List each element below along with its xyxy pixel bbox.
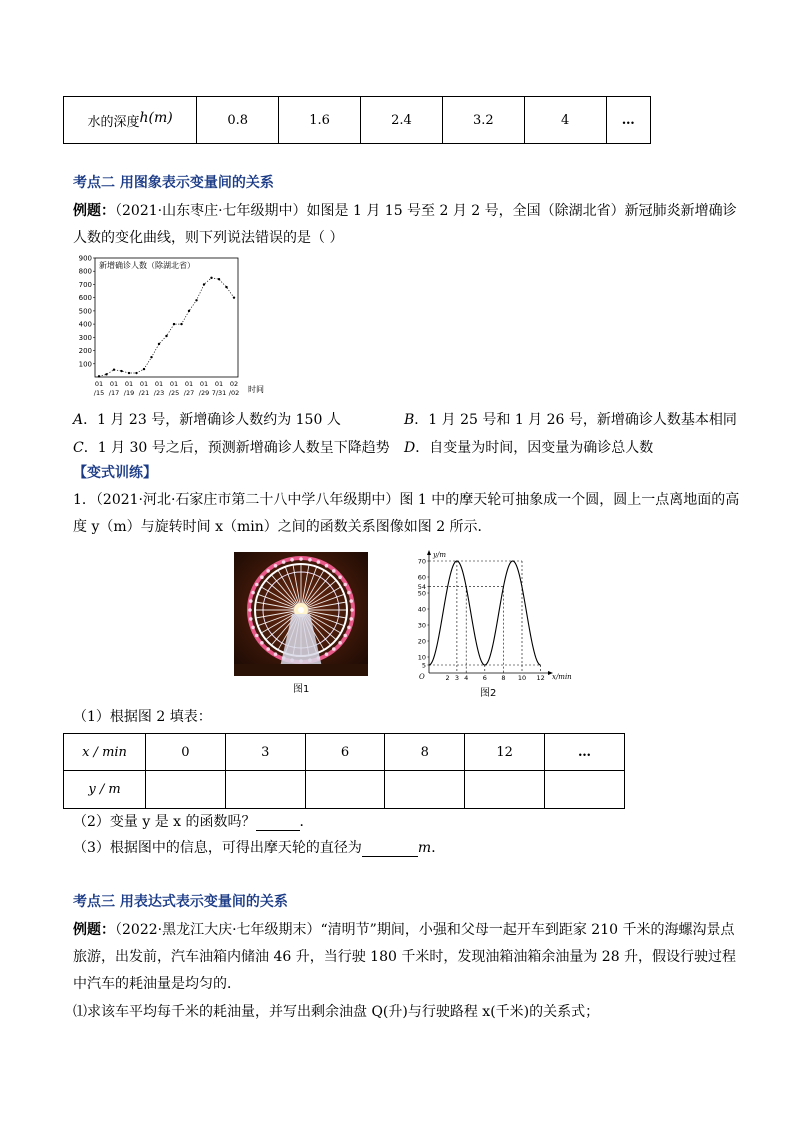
y-tick-label: 70 bbox=[417, 557, 426, 566]
answer-cell[interactable] bbox=[385, 771, 465, 809]
answer-cell[interactable] bbox=[305, 771, 385, 809]
data-point bbox=[135, 372, 137, 374]
sub-question-2 bbox=[73, 813, 314, 831]
data-point bbox=[210, 277, 212, 279]
x-tick-label: 4 bbox=[464, 674, 469, 680]
data-point bbox=[113, 369, 115, 371]
data-point bbox=[98, 375, 100, 377]
section-heading-3: 考点三 用表达式表示变量间的关系 bbox=[73, 894, 288, 910]
water-depth-label: 水的深度 bbox=[87, 115, 140, 130]
table-cell: 6 bbox=[305, 734, 385, 771]
x-tick-label: /29 bbox=[198, 389, 210, 397]
data-point bbox=[173, 323, 175, 325]
option-letter: D bbox=[404, 440, 416, 456]
y-tick-label: 900 bbox=[78, 254, 92, 263]
x-tick-label: 01 bbox=[109, 380, 119, 388]
option-b[interactable] bbox=[404, 409, 737, 429]
x-tick-label: /25 bbox=[168, 389, 180, 397]
origin-label: O bbox=[419, 673, 425, 680]
figure-2-caption: 图2 bbox=[480, 688, 497, 699]
option-a[interactable] bbox=[73, 409, 341, 429]
x-tick-label: /23 bbox=[153, 389, 165, 397]
x-tick-label: /17 bbox=[108, 389, 120, 397]
option-letter: A bbox=[73, 412, 84, 428]
option-text: ．1 月 23 号，新增确诊人数约为 150 人 bbox=[83, 412, 341, 428]
example-paragraph-line bbox=[73, 202, 737, 220]
data-point bbox=[150, 356, 152, 358]
table-header-cell: x / min bbox=[64, 734, 146, 771]
fill-in-table bbox=[63, 733, 625, 809]
option-letter: B bbox=[404, 412, 415, 428]
sub-question-1: ⑴求该车平均每千米的耗油量，并写出剩余油盘 Q(升)与行驶路程 x(千米)的关系式； bbox=[73, 1004, 600, 1020]
x-tick-label: 01 bbox=[154, 380, 164, 388]
answer-blank[interactable] bbox=[256, 816, 300, 831]
y-tick-label: 20 bbox=[417, 637, 426, 646]
x-tick-label: 12 bbox=[536, 674, 545, 680]
x-tick-label: 01 bbox=[214, 380, 224, 388]
x-tick-label: 01 bbox=[169, 380, 179, 388]
chart-title: 新增确诊人数（除湖北省） bbox=[99, 261, 195, 270]
x-tick-label: 01 bbox=[139, 380, 149, 388]
data-point bbox=[233, 296, 235, 298]
option-d[interactable] bbox=[404, 437, 653, 457]
table-header-cell bbox=[64, 97, 197, 144]
x-tick-label: /21 bbox=[138, 389, 150, 397]
x-axis-label: 时间 bbox=[248, 385, 264, 394]
x-tick-label: 01 bbox=[94, 380, 104, 388]
table-cell: … bbox=[606, 97, 650, 144]
section-heading-2: 考点二 用图象表示变量间的关系 bbox=[73, 175, 274, 191]
table-row bbox=[64, 771, 625, 809]
x-tick-label: 8 bbox=[501, 674, 506, 680]
table-cell: 0 bbox=[146, 734, 226, 771]
table-cell: 3.2 bbox=[442, 97, 524, 144]
x-tick-label: 01 bbox=[199, 380, 209, 388]
x-axis-label: x/min bbox=[552, 673, 572, 680]
example-label: 例题： bbox=[73, 203, 115, 219]
table-cell: 8 bbox=[385, 734, 465, 771]
table-row bbox=[64, 97, 651, 144]
sub-question-1: （1）根据图 2 填表： bbox=[73, 709, 212, 725]
x-tick-label: /19 bbox=[123, 389, 135, 397]
y-tick-label: 40 bbox=[417, 605, 426, 614]
table-row bbox=[64, 734, 625, 771]
table-cell: 1.6 bbox=[279, 97, 361, 144]
example-text: （2022·黑龙江大庆·七年级期末）“清明节”期间，小强和父母一起开车到距家 210 千米的海螺沟景点 bbox=[115, 922, 735, 938]
data-point bbox=[105, 373, 107, 375]
y-tick-label: 10 bbox=[417, 653, 426, 662]
unit-label: m bbox=[417, 840, 432, 856]
depth-variable: h(m) bbox=[139, 110, 173, 126]
option-text: ．1 月 30 号之后，预测新增确诊人数呈下降趋势 bbox=[83, 440, 390, 456]
sub-question-text: （2）变量 y 是 x 的函数吗？ bbox=[73, 814, 256, 830]
option-text: ．自变量为时间，因变量为确诊总人数 bbox=[415, 440, 654, 456]
answer-blank[interactable] bbox=[362, 842, 418, 857]
data-point bbox=[128, 372, 130, 374]
chart-plot-frame bbox=[95, 258, 238, 377]
data-point bbox=[165, 335, 167, 337]
table-cell: 2.4 bbox=[361, 97, 443, 144]
data-point bbox=[225, 286, 227, 288]
x-tick-label: /02 bbox=[228, 389, 240, 397]
y-tick-label: 300 bbox=[78, 333, 92, 342]
data-point bbox=[218, 278, 220, 280]
example-paragraph-line: 人数的变化曲线，则下列说法错误的是（ ） bbox=[73, 230, 344, 246]
x-tick-label: 01 bbox=[184, 380, 194, 388]
punctuation: ． bbox=[431, 840, 446, 856]
question-line: 度 y（m）与旋转时间 x（min）之间的函数关系图像如图 2 所示． bbox=[73, 519, 492, 535]
y-tick-label: 5 bbox=[421, 661, 426, 670]
sub-question-3 bbox=[73, 839, 445, 857]
y-tick-label: 400 bbox=[78, 320, 92, 329]
question-line: 1．（2021·河北·石家庄市第二十八中学八年级期中）图 1 中的摩天轮可抽象成一个圆，圆上一点离地面的高 bbox=[73, 492, 740, 508]
confirmed-cases-chart bbox=[62, 252, 282, 402]
y-axis-arrow bbox=[427, 550, 431, 555]
example-paragraph-line: 中汽车的耗油量是均匀的． bbox=[73, 976, 241, 992]
y-tick-label: 100 bbox=[78, 360, 92, 369]
option-c[interactable] bbox=[73, 437, 390, 457]
practice-heading: 【变式训练】 bbox=[73, 465, 157, 481]
x-tick-label: 7/31 bbox=[211, 389, 227, 397]
table-cell: 4 bbox=[524, 97, 606, 144]
y-tick-label: 54 bbox=[417, 583, 426, 592]
data-point bbox=[120, 370, 122, 372]
punctuation: ． bbox=[299, 814, 314, 830]
y-tick-label: 600 bbox=[78, 294, 92, 303]
sub-question-text: （3）根据图中的信息，可得出摩天轮的直径为 bbox=[73, 840, 362, 856]
answer-cell[interactable] bbox=[465, 771, 545, 809]
height-time-graph bbox=[405, 548, 580, 680]
y-tick-label: 700 bbox=[78, 280, 92, 289]
example-paragraph-line: 旅游，出发前，汽车油箱内储油 46 升，当行驶 180 千米时，发现油箱油箱余油量为 28 升，假设行驶过程 bbox=[73, 949, 737, 965]
x-tick-label: 02 bbox=[229, 380, 239, 388]
data-point bbox=[195, 299, 197, 301]
table-cell: … bbox=[545, 734, 625, 771]
x-tick-label: 3 bbox=[454, 674, 459, 680]
data-point bbox=[180, 323, 182, 325]
example-text: （2021·山东枣庄·七年级期中）如图是 1 月 15 号至 2 月 2 号，全国（除湖北省）新冠肺炎新增确诊 bbox=[115, 203, 737, 219]
answer-cell[interactable] bbox=[545, 771, 625, 809]
data-point bbox=[143, 368, 145, 370]
height-curve bbox=[429, 561, 541, 665]
option-letter: C bbox=[73, 440, 84, 456]
x-tick-label: /15 bbox=[93, 389, 105, 397]
data-point bbox=[203, 283, 205, 285]
figure-1-caption: 图1 bbox=[293, 684, 310, 695]
answer-cell[interactable] bbox=[146, 771, 226, 809]
water-depth-table bbox=[63, 96, 651, 144]
x-tick-label: 2 bbox=[445, 674, 450, 680]
table-header-cell: y / m bbox=[64, 771, 146, 809]
x-tick-label: 01 bbox=[124, 380, 134, 388]
table-cell: 12 bbox=[465, 734, 545, 771]
example-paragraph-line bbox=[73, 921, 734, 939]
x-tick-label: /27 bbox=[183, 389, 195, 397]
y-tick-label: 60 bbox=[417, 573, 426, 582]
table-cell: 3 bbox=[225, 734, 305, 771]
y-tick-label: 30 bbox=[417, 621, 426, 630]
y-axis-label: y/m bbox=[433, 551, 446, 559]
y-tick-label: 800 bbox=[78, 267, 92, 276]
table-cell: 0.8 bbox=[197, 97, 279, 144]
y-tick-label: 200 bbox=[78, 347, 92, 356]
data-point bbox=[158, 343, 160, 345]
y-tick-label: 50 bbox=[417, 589, 426, 598]
x-tick-label: 10 bbox=[517, 674, 527, 680]
x-tick-label: 6 bbox=[482, 674, 487, 680]
y-tick-label: 500 bbox=[78, 307, 92, 316]
option-text: ．1 月 25 号和 1 月 26 号，新增确诊人数基本相同 bbox=[414, 412, 737, 428]
example-label: 例题： bbox=[73, 922, 115, 938]
answer-cell[interactable] bbox=[225, 771, 305, 809]
ferris-wheel-photo bbox=[234, 552, 368, 676]
data-point bbox=[188, 310, 190, 312]
